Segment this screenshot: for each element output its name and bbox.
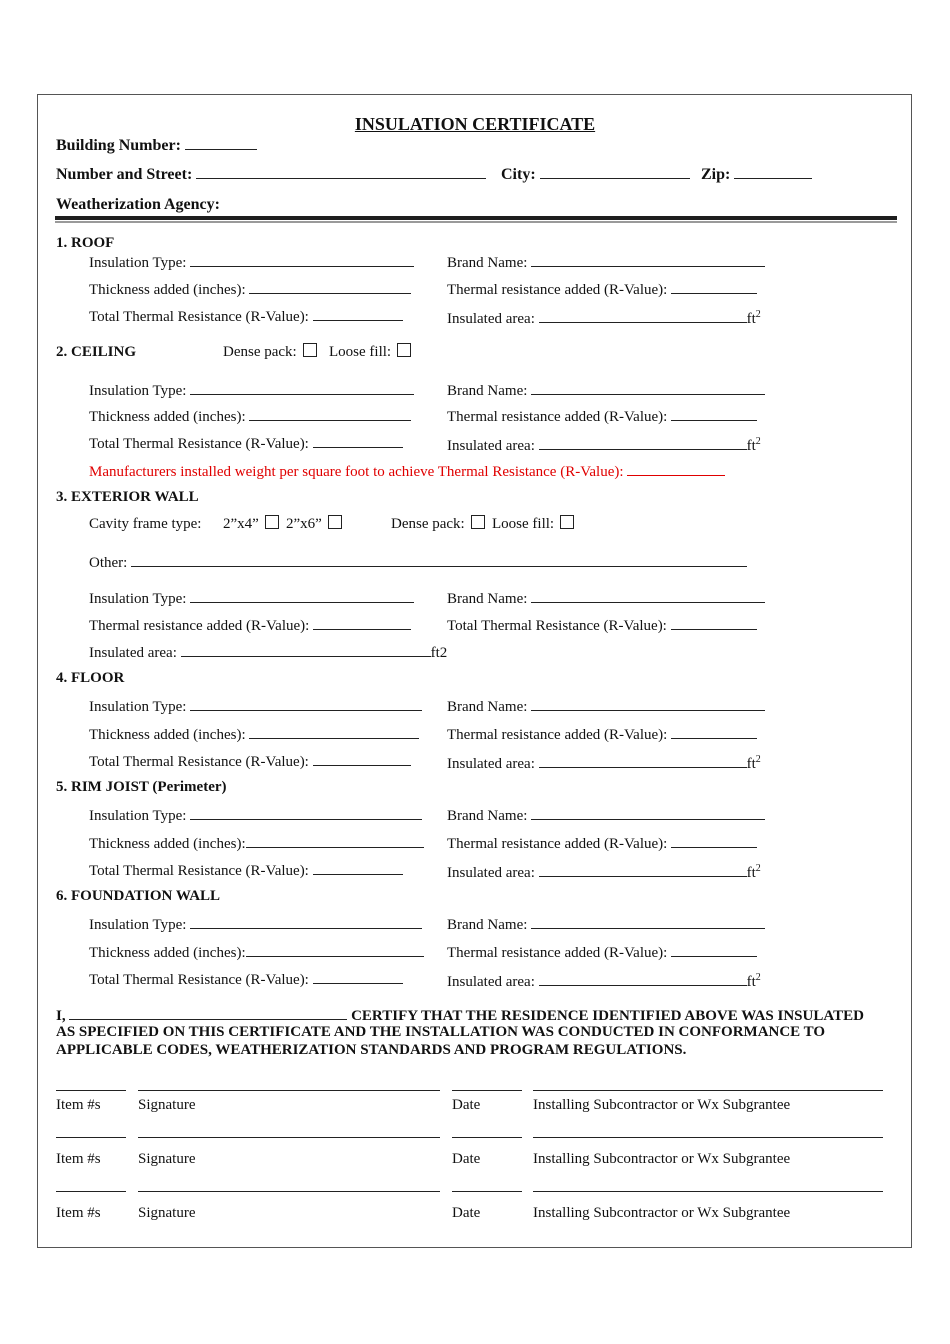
date-label: Date xyxy=(452,1151,481,1167)
number-street-field[interactable] xyxy=(56,164,486,184)
installer-label: Installing Subcontractor or Wx Subgrantee xyxy=(533,1205,791,1221)
exterior-dense-pack[interactable]: Dense pack: xyxy=(391,515,485,533)
cavity-2x4[interactable]: 2”x4” xyxy=(223,515,279,533)
header-divider-shadow xyxy=(55,221,897,223)
certification-line1[interactable]: I, CERTIFY THAT THE RESIDENCE IDENTIFIED ABOVE WAS INSULATED xyxy=(56,1005,864,1025)
roof-thickness[interactable]: Thickness added (inches): xyxy=(89,279,411,299)
ceiling-weight-note[interactable]: Manufacturers installed weight per square foot to achieve Thermal Resistance (R-Value): xyxy=(89,461,725,481)
rim-insulated-area[interactable]: Insulated area: $ft^2$ xyxy=(447,863,761,881)
exterior-thermal-added[interactable]: Thermal resistance added (R-Value): xyxy=(89,615,411,635)
zip-field[interactable] xyxy=(701,164,812,184)
signature-label: Signature xyxy=(138,1097,196,1113)
roof-insulation-type[interactable]: Insulation Type: xyxy=(89,252,414,272)
roof-brand-name[interactable]: Brand Name: xyxy=(447,252,765,272)
date-line[interactable] xyxy=(452,1137,522,1138)
rim-brand-name[interactable]: Brand Name: xyxy=(447,805,765,825)
date-line[interactable] xyxy=(452,1090,522,1091)
date-label: Date xyxy=(452,1097,481,1113)
building-number-field[interactable] xyxy=(56,135,257,155)
ceiling-dense-pack-checkbox[interactable] xyxy=(303,343,317,357)
ceiling-thermal-added[interactable]: Thermal resistance added (R-Value): xyxy=(447,406,757,426)
city-field[interactable] xyxy=(501,164,690,184)
ceiling-thickness[interactable]: Thickness added (inches): xyxy=(89,406,411,426)
signature-line[interactable] xyxy=(138,1090,440,1091)
exterior-loose-fill-checkbox[interactable] xyxy=(560,515,574,529)
exterior-total-thermal[interactable]: Total Thermal Resistance (R-Value): xyxy=(447,615,757,635)
ceiling-total-thermal[interactable]: Total Thermal Resistance (R-Value): xyxy=(89,433,403,453)
roof-total-thermal[interactable]: Total Thermal Resistance (R-Value): xyxy=(89,306,403,326)
rim-thermal-added[interactable]: Thermal resistance added (R-Value): xyxy=(447,833,757,853)
item-line[interactable] xyxy=(56,1090,126,1091)
ceiling-brand-name[interactable]: Brand Name: xyxy=(447,380,765,400)
item-line[interactable] xyxy=(56,1137,126,1138)
exterior-loose-fill[interactable]: Loose fill: xyxy=(492,515,574,533)
number-street-label: Number and Street: xyxy=(56,166,193,183)
foundation-brand-name[interactable]: Brand Name: xyxy=(447,914,765,934)
certification-line3: APPLICABLE CODES, WEATHERIZATION STANDARDS AND PROGRAM REGULATIONS. xyxy=(56,1042,687,1058)
installer-line[interactable] xyxy=(533,1137,883,1138)
roof-thermal-added[interactable]: Thermal resistance added (R-Value): xyxy=(447,279,757,299)
ceiling-dense-pack[interactable]: Dense pack: xyxy=(223,343,317,361)
item-label: Item #s xyxy=(56,1151,101,1167)
rim-total-thermal[interactable]: Total Thermal Resistance (R-Value): xyxy=(89,860,403,880)
item-line[interactable] xyxy=(56,1191,126,1192)
item-label: Item #s xyxy=(56,1097,101,1113)
building-number-label: Building Number: xyxy=(56,137,181,154)
foundation-thickness[interactable]: Thickness added (inches): xyxy=(89,942,424,962)
rim-thickness[interactable]: Thickness added (inches): xyxy=(89,833,424,853)
floor-thickness[interactable]: Thickness added (inches): xyxy=(89,724,419,744)
signature-line[interactable] xyxy=(138,1191,440,1192)
section-rim-joist-title: 5. RIM JOIST (Perimeter) xyxy=(56,779,227,795)
date-line[interactable] xyxy=(452,1191,522,1192)
agency-label: Weatherization Agency: xyxy=(56,196,220,213)
foundation-insulation-type[interactable]: Insulation Type: xyxy=(89,914,422,934)
section-foundation-wall-title: 6. FOUNDATION WALL xyxy=(56,888,221,904)
floor-thermal-added[interactable]: Thermal resistance added (R-Value): xyxy=(447,724,757,744)
ceiling-insulation-type[interactable]: Insulation Type: xyxy=(89,380,414,400)
installer-line[interactable] xyxy=(533,1191,883,1192)
certifier-name-field[interactable] xyxy=(69,1005,347,1020)
zip-label: Zip: xyxy=(701,166,731,183)
foundation-insulated-area[interactable]: Insulated area: $ft^2$ xyxy=(447,972,761,990)
exterior-other[interactable]: Other: xyxy=(89,552,747,572)
floor-brand-name[interactable]: Brand Name: xyxy=(447,696,765,716)
cavity-2x6-checkbox[interactable] xyxy=(328,515,342,529)
exterior-dense-pack-checkbox[interactable] xyxy=(471,515,485,529)
roof-insulated-area[interactable]: Insulated area: $ft^2$ xyxy=(447,309,761,327)
installer-label: Installing Subcontractor or Wx Subgrantee xyxy=(533,1151,791,1167)
city-label: City: xyxy=(501,166,536,183)
item-label: Item #s xyxy=(56,1205,101,1221)
exterior-insulation-type[interactable]: Insulation Type: xyxy=(89,588,414,608)
cavity-2x6[interactable]: 2”x6” xyxy=(286,515,342,533)
page-title: INSULATION CERTIFICATE xyxy=(354,114,596,134)
floor-insulated-area[interactable]: Insulated area: $ft^2$ xyxy=(447,754,761,772)
installer-line[interactable] xyxy=(533,1090,883,1091)
section-roof-title: 1. ROOF xyxy=(56,235,115,251)
section-ceiling-title: 2. CEILING xyxy=(56,344,137,360)
installer-label: Installing Subcontractor or Wx Subgrantee xyxy=(533,1097,791,1113)
ceiling-loose-fill[interactable]: Loose fill: xyxy=(329,343,411,361)
section-floor-title: 4. FLOOR xyxy=(56,670,125,686)
cavity-2x4-checkbox[interactable] xyxy=(265,515,279,529)
exterior-insulated-area[interactable]: Insulated area: ft2 xyxy=(89,642,447,662)
section-exterior-wall-title: 3. EXTERIOR WALL xyxy=(56,489,199,505)
floor-insulation-type[interactable]: Insulation Type: xyxy=(89,696,422,716)
ceiling-loose-fill-checkbox[interactable] xyxy=(397,343,411,357)
signature-label: Signature xyxy=(138,1205,196,1221)
date-label: Date xyxy=(452,1205,481,1221)
exterior-brand-name[interactable]: Brand Name: xyxy=(447,588,765,608)
signature-label: Signature xyxy=(138,1151,196,1167)
certification-line2: AS SPECIFIED ON THIS CERTIFICATE AND THE INSTALLATION WAS CONDUCTED IN CONFORMANCE TO xyxy=(56,1024,826,1040)
foundation-total-thermal[interactable]: Total Thermal Resistance (R-Value): xyxy=(89,969,403,989)
floor-total-thermal[interactable]: Total Thermal Resistance (R-Value): xyxy=(89,751,411,771)
header-divider xyxy=(55,216,897,220)
foundation-thermal-added[interactable]: Thermal resistance added (R-Value): xyxy=(447,942,757,962)
rim-insulation-type[interactable]: Insulation Type: xyxy=(89,805,422,825)
cavity-frame-label: Cavity frame type: xyxy=(89,516,202,532)
ceiling-insulated-area[interactable]: Insulated area: $ft^2$ xyxy=(447,436,761,454)
signature-line[interactable] xyxy=(138,1137,440,1138)
